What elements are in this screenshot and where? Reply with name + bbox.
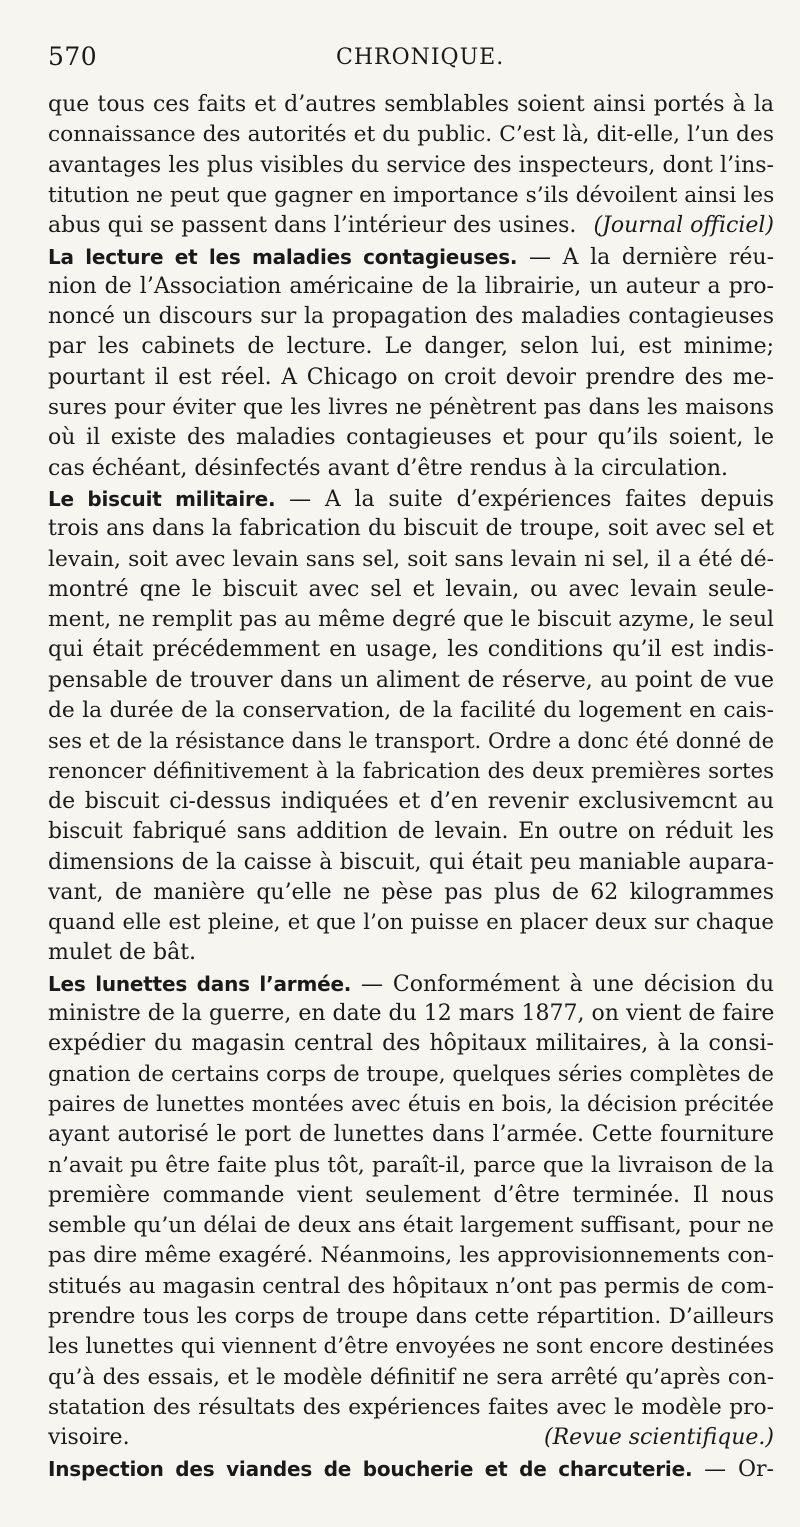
line-text: que tous ces faits et d’autres semblables soient ainsi portés à la	[48, 92, 774, 117]
line-text: qui était précédemment en usage, les conditions qu’il est indis-	[48, 637, 774, 663]
line-text: les lunettes qui viennent d’être envoyées ne sont encore destinées	[48, 1334, 774, 1360]
line-text: titution ne peut que gagner en importance s’ils dévoilent ainsi les	[48, 182, 774, 208]
text-line	[48, 878, 774, 908]
line-text: quand elle est pleine, et que l’on puisse en placer deux sur chaque	[48, 910, 774, 936]
text-line	[48, 1181, 774, 1211]
text-line	[48, 757, 774, 787]
line-text: avantages les plus visibles du service des inspecteurs, dont l’ins-	[48, 152, 774, 178]
text-line	[48, 575, 774, 605]
text-line	[48, 454, 774, 484]
line-text: noncé un discours sur la propagation des maladies contagieuses	[48, 304, 774, 330]
text-line	[48, 363, 774, 393]
line-text: ment, ne remplit pas au même degré que le biscuit azyme, le seul	[48, 607, 774, 633]
line-text: — A la dernière réu-	[517, 244, 774, 270]
line-text: n’avait pu être faite plus tôt, paraît-il, parce que la livraison de la	[48, 1152, 774, 1178]
line-text: gnation de certains corps de troupe, quelques séries complètes de	[48, 1061, 774, 1087]
line-text: paires de lunettes montées avec étuis en bois, la décision précitée	[48, 1091, 774, 1117]
text-line	[48, 181, 774, 211]
text-line	[48, 817, 774, 847]
line-text: où il existe des maladies contagieuses et pour qu’ils soient, le	[48, 425, 774, 451]
line-text: de biscuit ci-dessus indiquées et d’en revenir exclusivemcnt au	[48, 788, 774, 814]
section-heading-line	[48, 1454, 774, 1484]
text-line	[48, 332, 774, 362]
text-line	[48, 1393, 774, 1423]
text-line	[48, 514, 774, 544]
section-heading: Les lunettes dans l’armée.	[48, 971, 352, 996]
text-line	[48, 696, 774, 726]
text-line	[48, 666, 774, 696]
line-text: renoncer définitivement à la fabrication des deux premières sortes	[48, 758, 774, 784]
line-text: mulet de bât.	[48, 940, 197, 966]
line-text: pas dire même exagéré. Néanmoins, les approvisionnements con-	[48, 1243, 774, 1269]
line-text: pourtant il est réel. A Chicago on croit devoir prendre des me-	[48, 364, 774, 390]
text-line	[48, 908, 774, 938]
text-line	[48, 1120, 774, 1150]
line-text: expédier du magasin central des hôpitaux militaires, à la consi-	[48, 1031, 774, 1057]
text-line	[48, 1302, 774, 1332]
section-heading-line	[48, 484, 774, 514]
text-line	[48, 1090, 774, 1120]
line-text: vant, de manière qu’elle ne pèse pas plus de 62 kilogrammes	[48, 879, 774, 905]
line-text: ses et de la résistance dans le transport. Ordre a donc été donné de	[48, 729, 774, 754]
line-text: — A la suite d’expériences faites depuis	[275, 486, 774, 512]
text-line	[48, 272, 774, 302]
text-line	[48, 605, 774, 635]
running-title: CHRONIQUE.	[336, 45, 505, 70]
text-line	[48, 211, 774, 241]
text-line	[48, 1332, 774, 1362]
text-line	[48, 848, 774, 878]
text-line	[48, 1363, 774, 1393]
line-text: — Conformément à une décision du	[351, 971, 774, 997]
line-text: stitués au magasin central des hôpitaux n’ont pas permis de com-	[48, 1273, 774, 1299]
text-line	[48, 545, 774, 575]
section-heading-line	[48, 969, 774, 999]
text-line	[48, 999, 774, 1029]
line-text: levain, soit avec levain sans sel, soit sans levain ni sel, il a été dé-	[48, 546, 774, 572]
line-text: sures pour éviter que les livres ne pénètrent pas dans les maisons	[48, 395, 774, 420]
line-text: ministre de la guerre, en date du 12 mars 1877, on vient de faire	[48, 1001, 774, 1026]
line-text: prendre tous les corps de troupe dans cette répartition. D’ailleurs	[48, 1304, 774, 1329]
text-line	[48, 120, 774, 150]
line-text: — Or-	[692, 1456, 774, 1482]
section-heading: Le biscuit militaire.	[48, 486, 276, 511]
source-citation: (Revue scientifique.)	[543, 1425, 774, 1451]
text-line	[48, 1029, 774, 1059]
line-text: dimensions de la caisse à biscuit, qui était peu maniable aupara-	[48, 849, 774, 875]
line-text: trois ans dans la fabrication du biscuit de troupe, soit avec sel et	[48, 516, 774, 542]
text-line	[48, 1241, 774, 1271]
section-heading-line	[48, 242, 774, 272]
text-line	[48, 726, 774, 756]
text-line	[48, 90, 774, 120]
line-text: cas échéant, désinfectés avant d’être rendus à la circulation.	[48, 455, 729, 481]
text-line	[48, 1423, 774, 1453]
text-line	[48, 423, 774, 453]
line-text: biscuit fabriqué sans addition de levain. En outre on réduit les	[48, 819, 774, 845]
text-line	[48, 1272, 774, 1302]
line-text: ayant autorisé le port de lunettes dans l’armée. Cette fourniture	[48, 1122, 774, 1148]
text-line	[48, 151, 774, 181]
line-text: montré qne le biscuit avec sel et levain, ou avec levain seule-	[48, 576, 774, 602]
text-line	[48, 1060, 774, 1090]
text-line	[48, 787, 774, 817]
line-text: statation des résultats des expériences faites avec le modèle pro-	[48, 1394, 774, 1420]
line-text: première commande vient seulement d’être terminée. Il nous	[48, 1182, 774, 1208]
section-heading: Inspection des viandes de boucherie et de charcuterie.	[48, 1456, 693, 1481]
page-header	[48, 42, 748, 76]
page-number: 570	[48, 42, 98, 71]
text-line	[48, 635, 774, 665]
line-text: de la durée de la conservation, de la facilité du logement en cais-	[48, 698, 774, 723]
line-text: connaissance des autorités et du public. C’est là, dit-elle, l’un des	[48, 122, 774, 148]
text-line	[48, 1211, 774, 1241]
line-text: qu’à des essais, et le modèle définitif ne sera arrêté qu’après con-	[48, 1364, 774, 1390]
text-line	[48, 393, 774, 423]
source-citation: (Journal officiel)	[593, 213, 774, 239]
line-text: par les cabinets de lecture. Le danger, selon lui, est minime;	[48, 334, 774, 360]
text-line	[48, 302, 774, 332]
section-heading: La lecture et les maladies contagieuses.	[48, 244, 518, 269]
line-text: visoire.	[48, 1425, 130, 1451]
line-text: semble qu’un délai de deux ans était largement suffisant, pour ne	[48, 1213, 774, 1239]
text-line	[48, 938, 774, 968]
line-text: pensable de trouver dans un aliment de réserve, au point de vue	[48, 667, 774, 693]
line-text: abus qui se passent dans l’intérieur des usines.	[48, 213, 577, 239]
text-line	[48, 1151, 774, 1181]
line-text: nion de l’Association américaine de la librairie, un auteur a pro-	[48, 273, 774, 299]
